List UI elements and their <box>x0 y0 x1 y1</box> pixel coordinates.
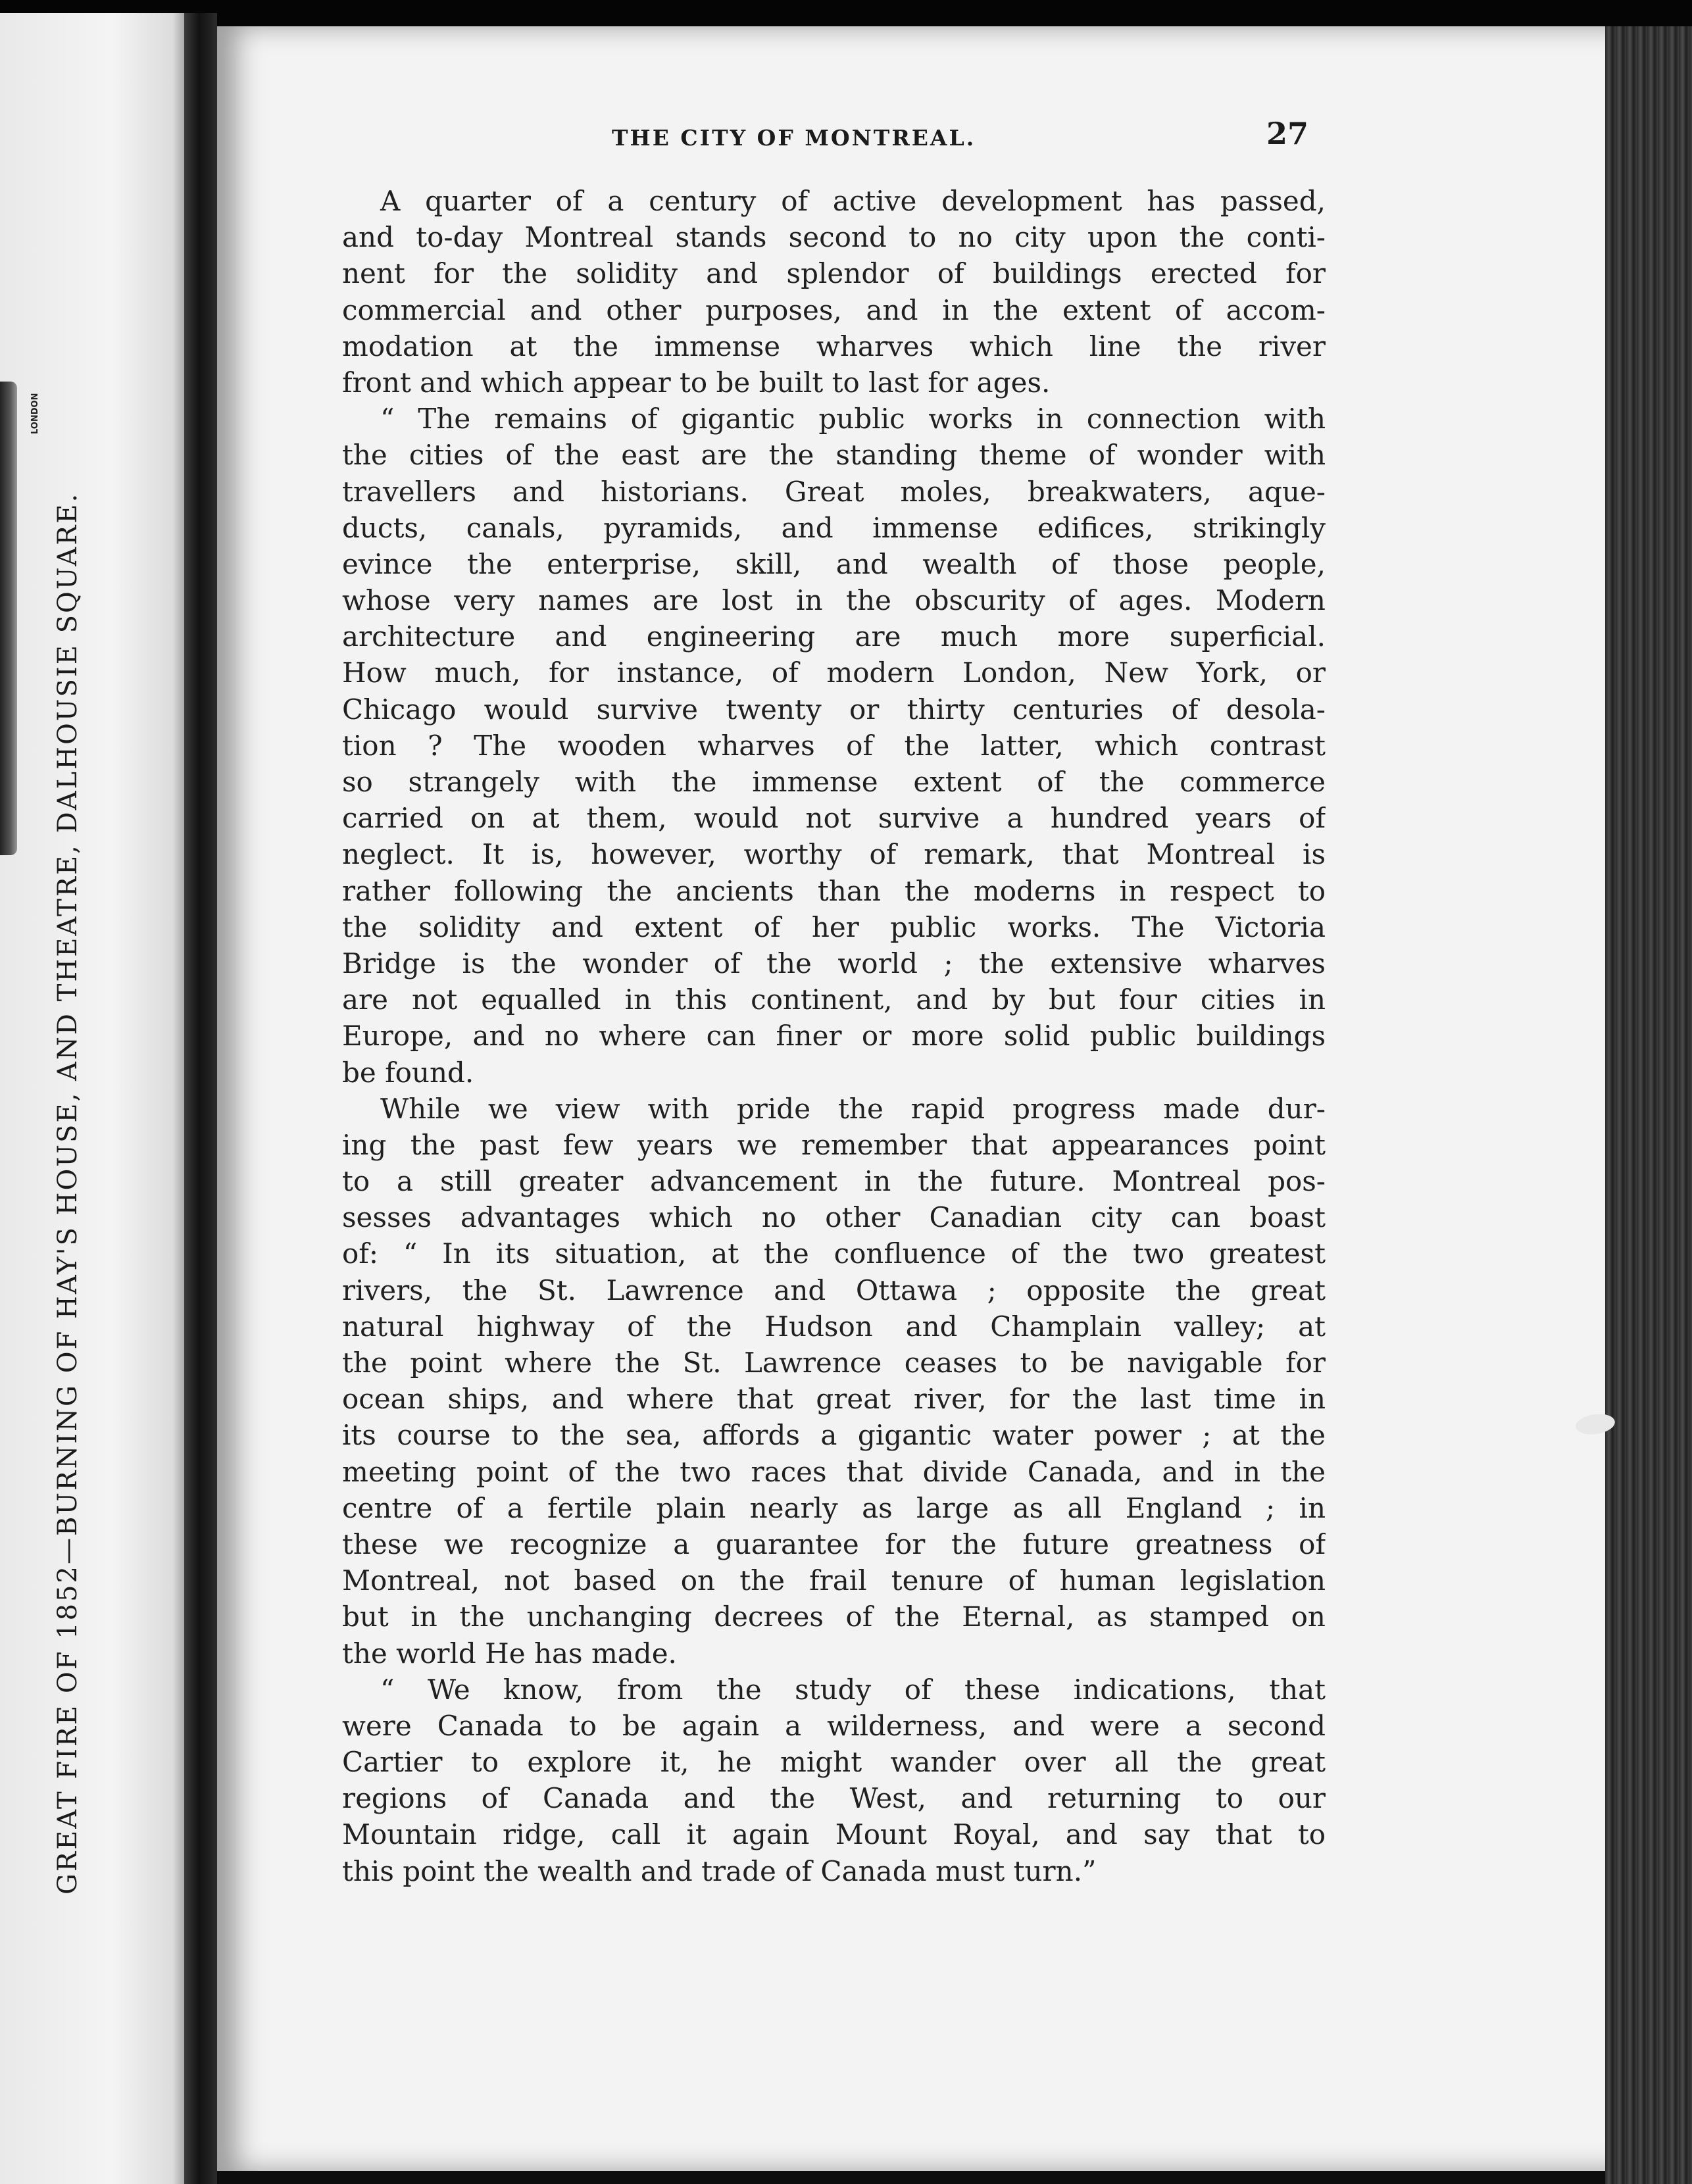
scan-border-top <box>0 0 1692 26</box>
text-line: centre of a fertile plain nearly as large as all England ; in <box>342 1491 1326 1524</box>
body-text <box>342 183 1326 1889</box>
text-line: meeting point of the two races that divide Canada, and in the <box>342 1455 1326 1488</box>
text-line: How much, for instance, of modern London, New York, or <box>342 657 1326 689</box>
text-line: so strangely with the immense extent of the commerce <box>342 766 1326 798</box>
text-line: front and which appear to be built to last for ages. <box>342 366 1051 399</box>
text-line: natural highway of the Hudson and Champlain valley; at <box>342 1310 1326 1343</box>
text-line: Montreal, not based on the frail tenure of human legislation <box>342 1564 1326 1597</box>
text-line: the point where the St. Lawrence ceases to be navigable for <box>342 1347 1326 1379</box>
text-line: rivers, the St. Lawrence and Ottawa ; opposite the great <box>342 1274 1326 1306</box>
text-line: regions of Canada and the West, and returning to our <box>342 1782 1326 1815</box>
text-line: Europe, and no where can finer or more solid public buildings <box>342 1020 1326 1053</box>
text-line: Cartier to explore it, he might wander over all the great <box>342 1746 1326 1779</box>
facing-plate-page <box>0 13 187 2184</box>
text-line: ducts, canals, pyramids, and immense edifices, strikingly <box>342 511 1326 544</box>
plate-caption: GREAT FIRE OF 1852—BURNING OF HAY'S HOUSE, AND THEATRE, DALHOUSIE SQUARE. <box>53 491 83 1895</box>
text-line: are not equalled in this continent, and by but four cities in <box>342 983 1326 1016</box>
text-line: While we view with pride the rapid progress made dur- <box>380 1092 1326 1125</box>
text-line: these we recognize a guarantee for the future greatness of <box>342 1527 1326 1560</box>
text-line: were Canada to be again a wilderness, and were a second <box>342 1709 1326 1742</box>
text-line: tion ? The wooden wharves of the latter, which contrast <box>342 729 1326 762</box>
text-line: whose very names are lost in the obscurity of ages. Modern <box>342 584 1326 617</box>
text-line: carried on at them, would not survive a hundred years of <box>342 802 1326 835</box>
text-line: evince the enterprise, skill, and wealth of those people, <box>342 547 1326 580</box>
text-line: ing the past few years we remember that appearances point <box>342 1128 1326 1161</box>
text-line: A quarter of a century of active development has passed, <box>380 185 1326 217</box>
text-line: ocean ships, and where that great river, for the last time in <box>342 1383 1326 1416</box>
text-line: but in the unchanging decrees of the Eternal, as stamped on <box>342 1601 1326 1633</box>
plate-imprint: LONDON <box>30 393 40 434</box>
text-line: Bridge is the wonder of the world ; the extensive wharves <box>342 947 1326 980</box>
text-line: the cities of the east are the standing theme of wonder with <box>342 439 1326 472</box>
text-line: to a still greater advancement in the future. Montreal pos- <box>342 1165 1326 1198</box>
text-line: commercial and other purposes, and in the extent of accom- <box>342 293 1326 326</box>
text-line: “ We know, from the study of these indications, that <box>380 1673 1326 1706</box>
text-line: the world He has made. <box>342 1637 677 1670</box>
text-line: of: “ In its situation, at the confluence of the two greatest <box>342 1237 1326 1270</box>
text-line: rather following the ancients than the moderns in respect to <box>342 874 1326 907</box>
page-fore-edge <box>1605 26 1692 2184</box>
text-line: Chicago would survive twenty or thirty centuries of desola- <box>342 693 1326 726</box>
text-line: and to-day Montreal stands second to no city upon the conti- <box>342 221 1326 254</box>
text-line: sesses advantages which no other Canadian city can boast <box>342 1201 1326 1234</box>
text-line: neglect. It is, however, worthy of remark, that Montreal is <box>342 838 1326 871</box>
text-line: the solidity and extent of her public works. The Victoria <box>342 910 1326 943</box>
running-head: THE CITY OF MONTREAL. <box>612 125 976 151</box>
text-line: be found. <box>342 1056 474 1089</box>
text-line: Mountain ridge, call it again Mount Royal, and say that to <box>342 1818 1326 1851</box>
text-line: modation at the immense wharves which line the river <box>342 330 1326 362</box>
book-gutter <box>184 13 217 2184</box>
page-number: 27 <box>1266 116 1309 151</box>
text-line: this point the wealth and trade of Canada must turn.” <box>342 1854 1097 1887</box>
text-line: architecture and engineering are much more superficial. <box>342 620 1326 653</box>
text-line: “ The remains of gigantic public works in connection with <box>380 403 1326 435</box>
text-line: its course to the sea, affords a gigantic water power ; at the <box>342 1419 1326 1452</box>
plate-engraving-edge <box>0 382 17 855</box>
text-line: travellers and historians. Great moles, breakwaters, aque- <box>342 475 1326 508</box>
text-line: nent for the solidity and splendor of buildings erected for <box>342 257 1326 290</box>
